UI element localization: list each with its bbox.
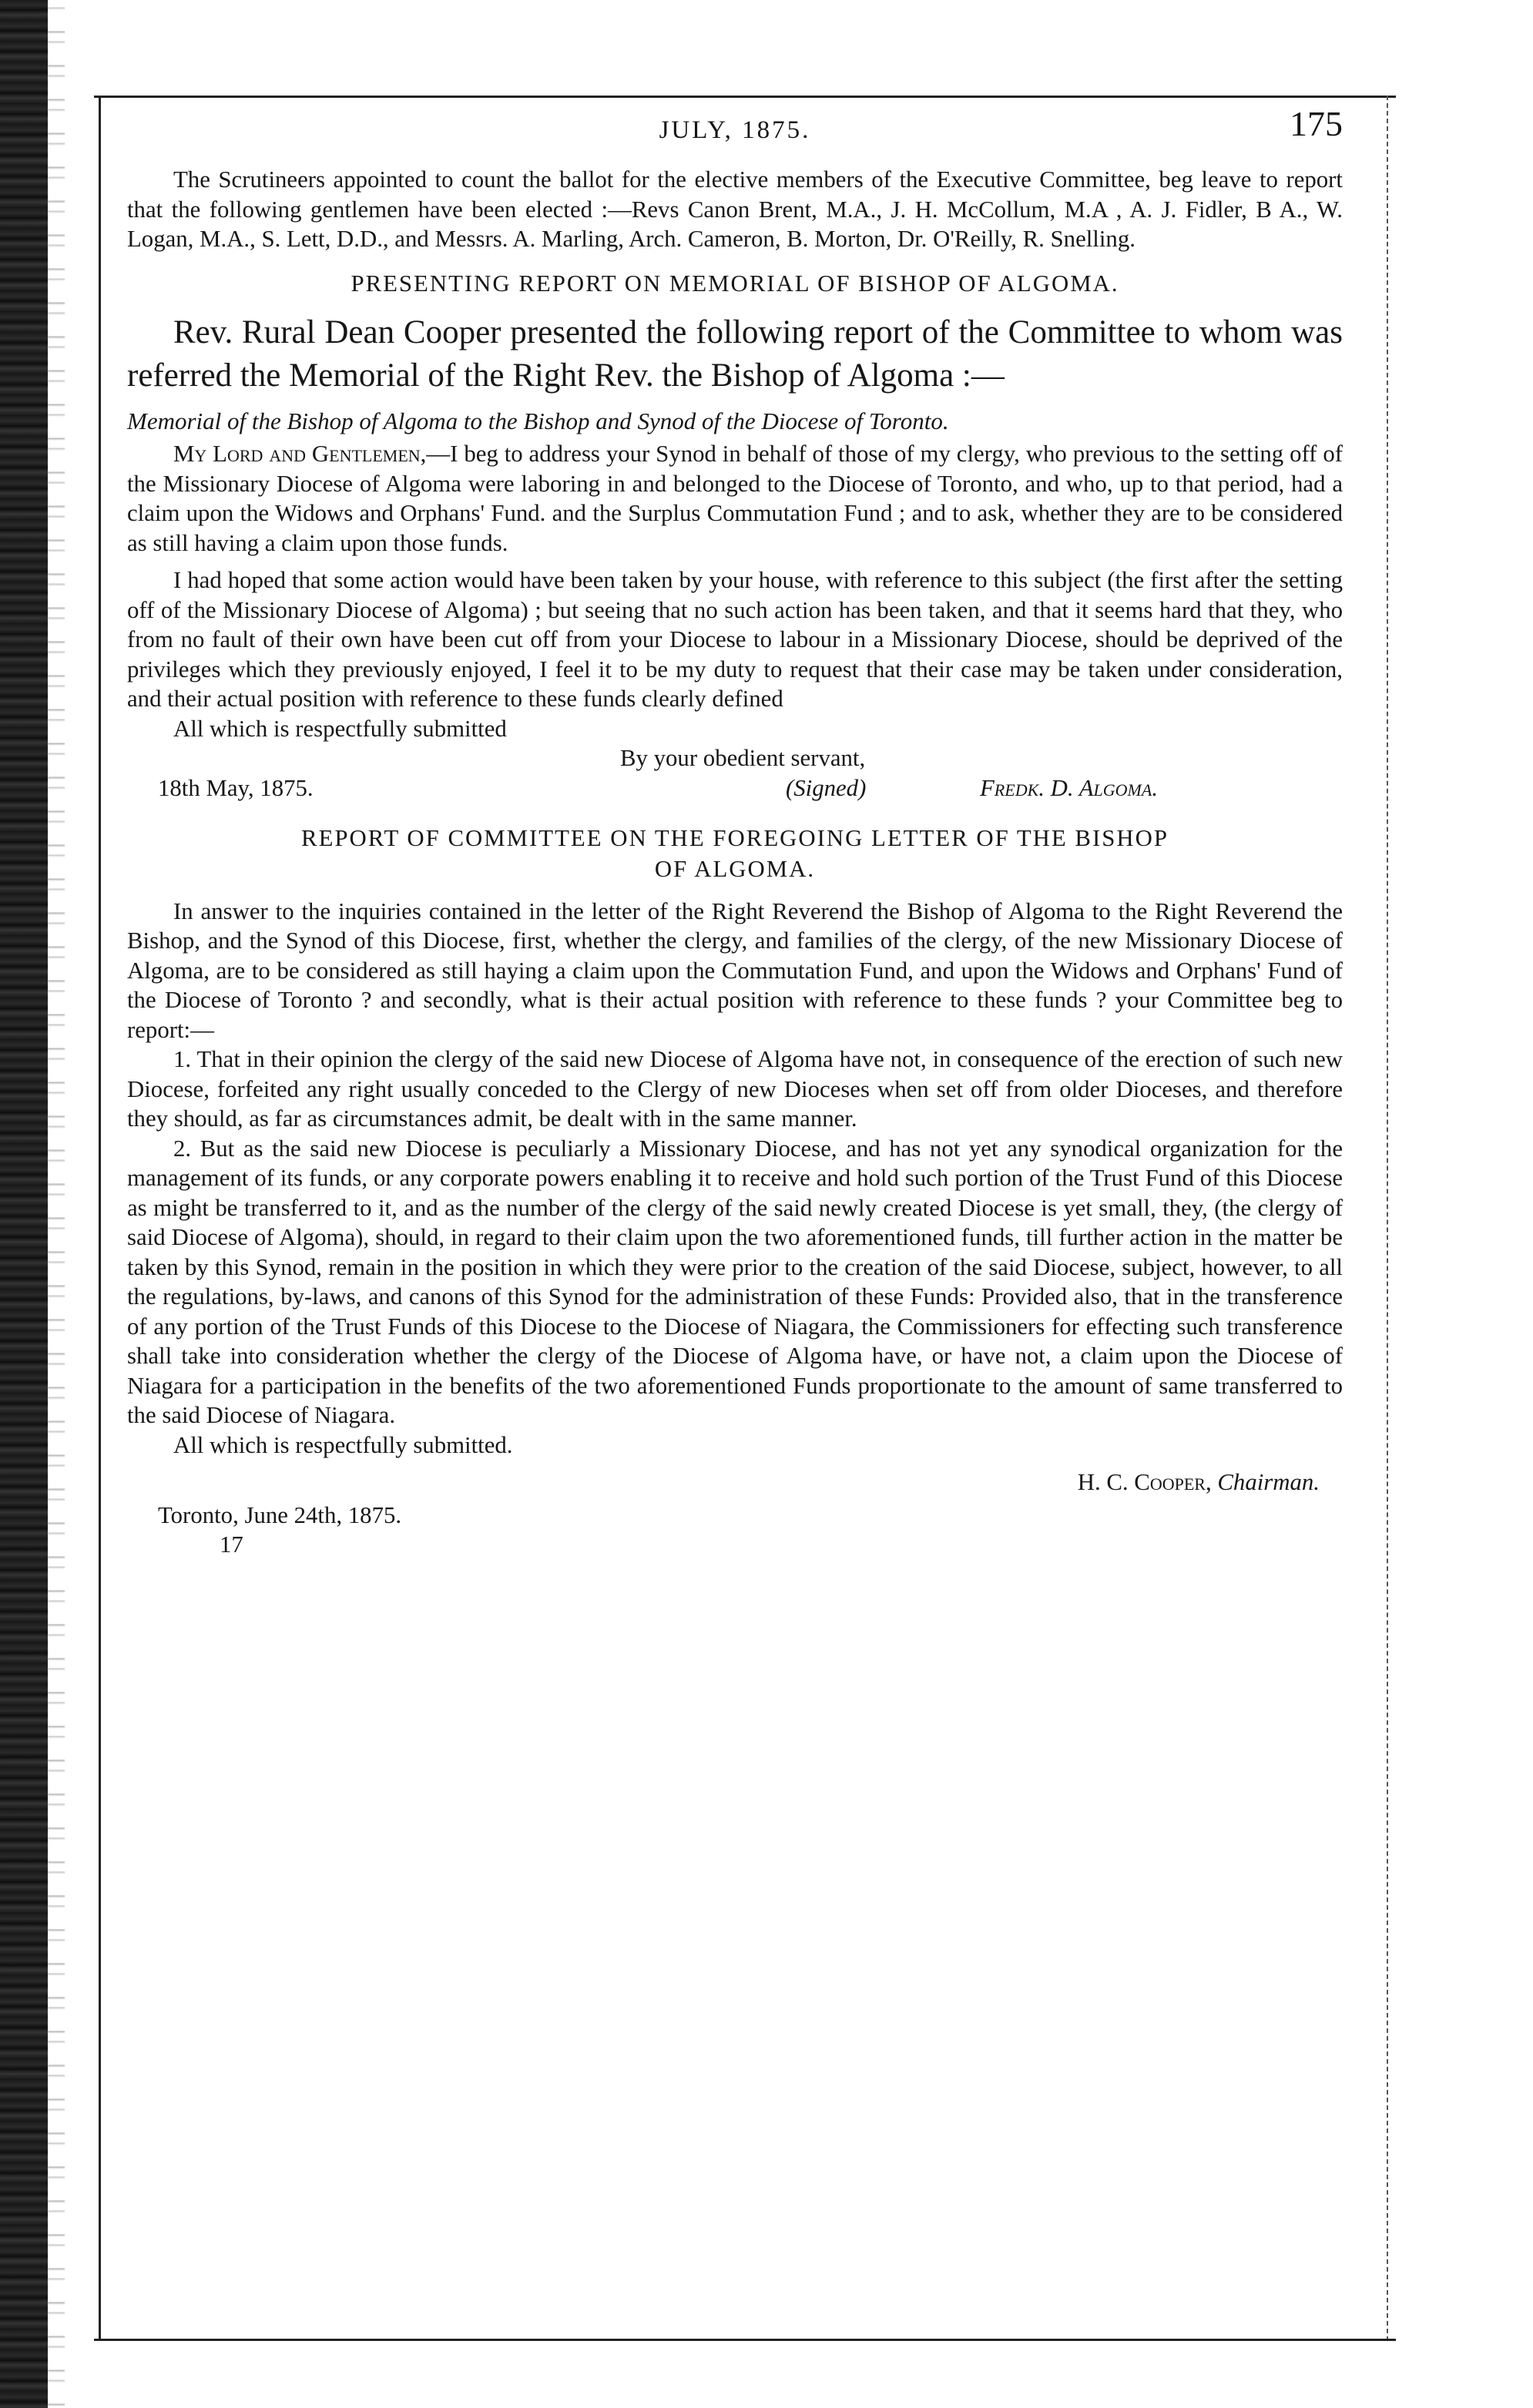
memorial-paragraph-1-text: —I beg to address your Synod in behalf of those of my clergy, who previous to the setting off of the Missionary Diocese of Algoma were laboring in and belonged to the Diocese of Toronto, and who, up to that period, had a claim upon the Widows and Orphans' Fund. and the Surplus Commutation Fund ; and to ask, whether they are to be considered as still having a claim upon those funds.: [127, 441, 1343, 556]
signature-line: [127, 773, 1343, 804]
chairman-title: Chairman.: [1217, 1469, 1320, 1495]
report-heading-line-1: REPORT OF COMMITTEE ON THE FOREGOING LETTER OF THE BISHOP: [301, 824, 1169, 851]
signatory-name: Fredk. D. Algoma.: [980, 774, 1159, 801]
section-heading-report: [127, 823, 1343, 884]
report-item-1: 1. That in their opinion the clergy of the said new Diocese of Algoma have not, in consequence of the erection of such new Diocese, forfeited any right usually conceded to the Clergy of new Dioceses when set off from older Dioceses, and therefore they should, as far as circumstances admit, be dealt with in the same manner.: [127, 1046, 1343, 1132]
memorial-date: 18th May, 1875.: [158, 774, 314, 801]
frame-rule-right: [1387, 96, 1388, 2341]
memorial-paragraph-1: [127, 439, 1343, 558]
memorial-paragraph-2: I had hoped that some action would have been taken by your house, with reference to this subject (the first after the setting off of the Missionary Diocese of Algoma) ; but seeing that no such action has been taken, and that it seems hard that they, who from no fault of their own have been cut off from your Diocese to labour in a Missionary Diocese, should be deprived of the privileges which they previously enjoyed, I feel it to be my duty to request that their case may be taken under consideration, and their actual position with reference to these funds clearly defined: [127, 567, 1343, 712]
section-heading-memorial: PRESENTING REPORT ON MEMORIAL OF BISHOP OF ALGOMA.: [351, 270, 1119, 297]
chairman-name: H. C. Cooper,: [1077, 1469, 1212, 1495]
running-head-title: JULY, 1875.: [659, 116, 811, 144]
page-content: [127, 104, 1343, 1560]
report-heading-line-2: OF ALGOMA.: [654, 855, 816, 882]
report-date: Toronto, June 24th, 1875.: [158, 1501, 402, 1528]
running-head: [127, 104, 1343, 165]
salutation: My Lord and Gentlemen,: [173, 441, 427, 467]
frame-rule-top: [94, 96, 1396, 98]
memorial-closing: By your obedient servant,: [620, 745, 866, 771]
sheet-number: 17: [220, 1531, 243, 1558]
binding-shadow: [48, 0, 65, 2408]
report-submitted: All which is respectfully submitted.: [173, 1431, 513, 1458]
frame-rule-left: [99, 96, 101, 2341]
chairman-signature: [127, 1467, 1343, 1497]
report-item-2: 2. But as the said new Diocese is peculiarly a Missionary Diocese, and has not yet any synodical organization for the management of its funds, or any corporate powers enabling it to receive and hold such portion of the Trust Fund of this Diocese as might be transferred to it, and as the number of the clergy of the said newly created Diocese is yet small, they, (the clergy of said Diocese of Algoma), should, in regard to their claim upon the two aforementioned funds, till further action in the matter be taken by this Synod, remain in the position in which they were prior to the creation of the said Diocese, subject, however, to all the regulations, by-laws, and canons of this Synod for the administration of these Funds: Provided also, that in the transference of any portion of the Trust Funds of this Diocese to the Diocese of Niagara, the Commissioners for effecting such transference shall take into consideration whether the clergy of the Diocese of Algoma have, or have not, a claim upon the Diocese of Niagara for a participation in the benefits of the two aforementioned Funds proportionate to the amount of same transferred to the said Diocese of Niagara.: [127, 1135, 1343, 1428]
memorial-title: Memorial of the Bishop of Algoma to the Bishop and Synod of the Diocese of Toronto.: [127, 407, 949, 434]
report-intro: In answer to the inquiries contained in the letter of the Right Reverend the Bishop of Algoma to the Right Reverend the Bishop, and the Synod of this Diocese, first, whether the clergy, and families of the clergy, of the new Missionary Diocese of Algoma, are to be considered as still haying a claim upon the Commutation Fund, and upon the Widows and Orphans' Fund of the Diocese of Toronto ? and secondly, what is their actual position with reference to these funds ? your Committee beg to report:—: [127, 897, 1343, 1043]
lead-paragraph: Rev. Rural Dean Cooper presented the following report of the Committee to whom was referred the Memorial of the Right Rev. the Bishop of Algoma :—: [127, 314, 1343, 394]
binding-edge: [0, 0, 48, 2408]
signed-label: (Signed): [786, 774, 867, 801]
page-number: 175: [1290, 104, 1343, 143]
memorial-submitted: All which is respectfully submitted: [173, 715, 507, 742]
frame-rule-bottom: [94, 2339, 1396, 2341]
scrutineers-paragraph: The Scrutineers appointed to count the ballot for the elective members of the Executive Committee, beg leave to report that the following gentlemen have been elected :—Revs Canon Brent, M.A., J. H. McCollum, M.A , A. J. Fidler, B A., W. Logan, M.A., S. Lett, D.D., and Messrs. A. Marling, Arch. Cameron, B. Morton, Dr. O'Reilly, R. Snelling.: [127, 166, 1343, 252]
